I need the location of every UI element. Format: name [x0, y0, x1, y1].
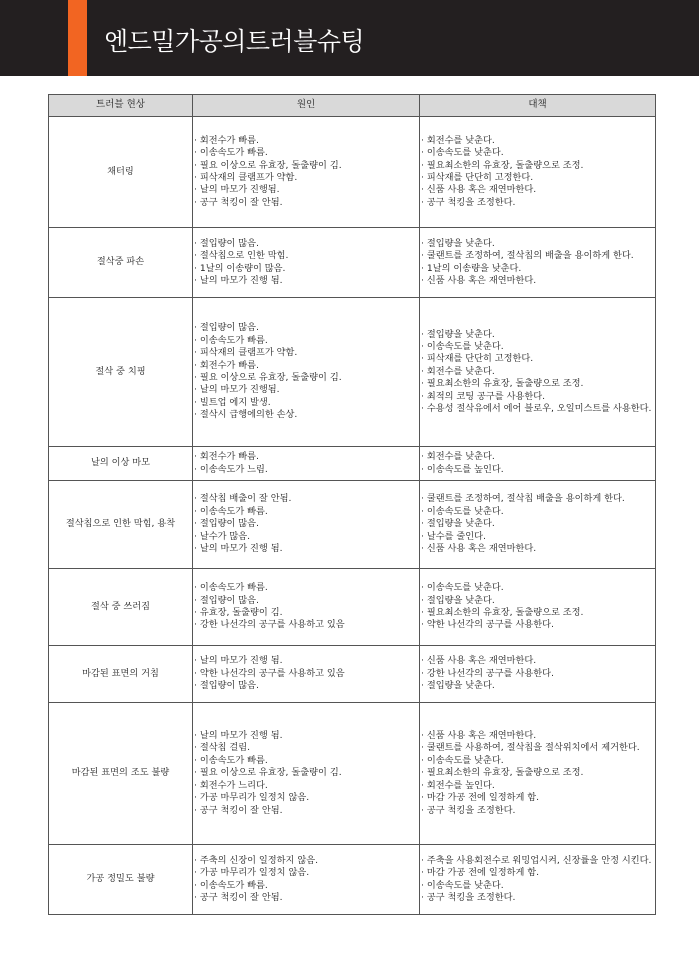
remedy-item: · 이송속도를 높인다. — [421, 464, 654, 476]
cause-item: · 이송속도가 빠름. — [194, 755, 418, 767]
remedy-cell — [420, 569, 656, 646]
cause-item: · 회전수가 빠름. — [194, 360, 418, 372]
cause-item: · 절입량이 많음. — [194, 680, 418, 692]
cause-item: · 회전수가 빠름. — [194, 451, 418, 463]
remedy-item: · 신품 사용 혹은 재연마한다. — [421, 655, 654, 667]
remedy-item: · 회전수를 낮춘다. — [421, 451, 654, 463]
cause-list — [194, 655, 418, 692]
remedy-list — [421, 655, 654, 692]
cause-list — [194, 493, 418, 555]
table-row — [49, 569, 656, 646]
cause-item: · 날의 마모가 진행됨. — [194, 184, 418, 196]
cause-item: · 이송속도가 빠름. — [194, 506, 418, 518]
remedy-item: · 회전수를 낮춘다. — [421, 366, 654, 378]
page-title: 엔드밀가공의트러블슈팅 — [104, 27, 365, 56]
remedy-item: · 최적의 코팅 공구를 사용한다. — [421, 391, 654, 403]
cause-cell — [193, 646, 420, 703]
symptom-cell: 가공 정밀도 불량 — [49, 845, 193, 915]
remedy-item: · 공구 척킹을 조정한다. — [421, 197, 654, 209]
remedy-item: · 필요최소한의 유효장, 돌출량으로 조정. — [421, 767, 654, 779]
table-row — [49, 481, 656, 569]
cause-item: · 필요 이상으로 유효장, 돌출량이 김. — [194, 160, 418, 172]
remedy-item: · 절입량을 낮춘다. — [421, 518, 654, 530]
cause-item: · 날의 마모가 진행 됨. — [194, 275, 418, 287]
cause-item: · 날의 마모가 진행 됨. — [194, 543, 418, 555]
cause-item: · 절입량이 많음. — [194, 238, 418, 250]
table-row — [49, 298, 656, 447]
table-header-row — [49, 95, 656, 117]
cause-list — [194, 730, 418, 817]
cause-list — [194, 855, 418, 905]
cause-item: · 공구 척킹이 잘 안됨. — [194, 892, 418, 904]
remedy-cell — [420, 228, 656, 298]
cause-list — [194, 135, 418, 209]
cause-item: · 약한 나선각의 공구를 사용하고 있음 — [194, 668, 418, 680]
symptom-cell: 날의 이상 마모 — [49, 447, 193, 481]
remedy-item: · 절입량을 낮춘다. — [421, 238, 654, 250]
remedy-item: · 절입량을 낮춘다. — [421, 329, 654, 341]
table-row — [49, 703, 656, 845]
table-row — [49, 447, 656, 481]
cause-item: · 절삭칩으로 인한 막힘. — [194, 250, 418, 262]
header-cause: 원인 — [193, 95, 420, 117]
symptom-cell: 절삭칩으로 인한 막힘, 용착 — [49, 481, 193, 569]
cause-item: · 1날의 이송량이 많음. — [194, 263, 418, 275]
remedy-item: · 회전수를 낮춘다. — [421, 135, 654, 147]
table-row — [49, 228, 656, 298]
remedy-item: · 이송속도를 낮춘다. — [421, 147, 654, 159]
remedy-item: · 필요최소한의 유효장, 돌출량으로 조정. — [421, 378, 654, 390]
cause-list — [194, 238, 418, 288]
remedy-item: · 이송속도를 낮춘다. — [421, 341, 654, 353]
cause-item: · 유효장, 돌출량이 김. — [194, 607, 418, 619]
remedy-cell — [420, 298, 656, 447]
symptom-cell: 절삭중 파손 — [49, 228, 193, 298]
cause-item: · 필요 이상으로 유효장, 돌출량이 김. — [194, 767, 418, 779]
remedy-item: · 신품 사용 혹은 재연마한다. — [421, 275, 654, 287]
remedy-cell — [420, 646, 656, 703]
remedy-item: · 회전수를 높인다. — [421, 780, 654, 792]
troubleshooting-table — [48, 94, 656, 915]
remedy-list — [421, 855, 654, 905]
remedy-cell — [420, 481, 656, 569]
symptom-cell: 절삭 중 쓰러짐 — [49, 569, 193, 646]
remedy-item: · 약한 나선각의 공구를 사용한다. — [421, 619, 654, 631]
cause-item: · 날의 마모가 진행됨. — [194, 384, 418, 396]
symptom-cell: 마감된 표면의 조도 불량 — [49, 703, 193, 845]
remedy-item: · 수용성 절삭유에서 에어 블로우, 오일미스트를 사용한다. — [421, 403, 654, 415]
cause-cell — [193, 481, 420, 569]
cause-item: · 공구 척킹이 잘 안됨. — [194, 197, 418, 209]
remedy-item: · 공구 척킹을 조정한다. — [421, 805, 654, 817]
table-row — [49, 845, 656, 915]
remedy-item: · 필요최소한의 유효장, 돌출량으로 조정. — [421, 607, 654, 619]
remedy-list — [421, 730, 654, 817]
remedy-item: · 절입량을 낮춘다. — [421, 595, 654, 607]
cause-list — [194, 582, 418, 632]
cause-item: · 강한 나선각의 공구를 사용하고 있음 — [194, 619, 418, 631]
cause-list — [194, 322, 418, 421]
page-header — [0, 0, 699, 76]
cause-item: · 이송속도가 빠름. — [194, 582, 418, 594]
remedy-item: · 이송속도를 낮춘다. — [421, 755, 654, 767]
cause-item: · 가공 마무리가 일정치 않음. — [194, 792, 418, 804]
remedy-item: · 주축을 사용회전수로 워밍업시켜, 신장률을 안정 시킨다. — [421, 855, 654, 867]
cause-item: · 가공 마무리가 일정치 않음. — [194, 867, 418, 879]
remedy-item: · 이송속도를 낮춘다. — [421, 506, 654, 518]
cause-item: · 이송속도가 빠름. — [194, 335, 418, 347]
cause-cell — [193, 298, 420, 447]
cause-cell — [193, 703, 420, 845]
symptom-cell: 마감된 표면의 거침 — [49, 646, 193, 703]
remedy-item: · 날수를 줄인다. — [421, 531, 654, 543]
remedy-item: · 공구 척킹을 조정한다. — [421, 892, 654, 904]
cause-cell — [193, 569, 420, 646]
remedy-cell — [420, 117, 656, 228]
remedy-list — [421, 135, 654, 209]
cause-cell — [193, 845, 420, 915]
cause-item: · 회전수가 느리다. — [194, 780, 418, 792]
cause-item: · 회전수가 빠름. — [194, 135, 418, 147]
cause-item: · 절삭칩 걸림. — [194, 742, 418, 754]
remedy-item: · 피삭재를 단단히 고정한다. — [421, 353, 654, 365]
symptom-cell: 채터링 — [49, 117, 193, 228]
cause-item: · 주축의 신장이 일정하지 않음. — [194, 855, 418, 867]
cause-cell — [193, 117, 420, 228]
symptom-cell: 절삭 중 치핑 — [49, 298, 193, 447]
cause-item: · 피삭재의 클램프가 약함. — [194, 347, 418, 359]
cause-item: · 절입량이 많음. — [194, 322, 418, 334]
cause-cell — [193, 228, 420, 298]
remedy-item: · 피삭재를 단단히 고정한다. — [421, 172, 654, 184]
cause-item: · 절입량이 많음. — [194, 595, 418, 607]
cause-item: · 날의 마모가 진행 됨. — [194, 655, 418, 667]
remedy-cell — [420, 845, 656, 915]
header-symptom: 트러블 현상 — [49, 95, 193, 117]
remedy-list — [421, 582, 654, 632]
remedy-item: · 신품 사용 혹은 재연마한다. — [421, 184, 654, 196]
remedy-item: · 강한 나선각의 공구를 사용한다. — [421, 668, 654, 680]
cause-item: · 피삭재의 클램프가 약함. — [194, 172, 418, 184]
cause-list — [194, 451, 418, 476]
remedy-item: · 필요최소한의 유효장, 돌출량으로 조정. — [421, 160, 654, 172]
remedy-item: · 이송속도를 낮춘다. — [421, 582, 654, 594]
remedy-item: · 쿨랜트를 조정하여, 절삭칩 배출을 용이하게 한다. — [421, 493, 654, 505]
remedy-item: · 쿨랜트를 조정하여, 절삭칩의 배출을 용이하게 한다. — [421, 250, 654, 262]
cause-item: · 날의 마모가 진행 됨. — [194, 730, 418, 742]
remedy-item: · 마감 가공 전에 일정하게 함. — [421, 867, 654, 879]
header-remedy: 대책 — [420, 95, 656, 117]
remedy-item: · 마감 가공 전에 일정하게 함. — [421, 792, 654, 804]
remedy-item: · 신품 사용 혹은 재연마한다. — [421, 730, 654, 742]
cause-item: · 필요 이상으로 유효장, 돌출량이 김. — [194, 372, 418, 384]
remedy-item: · 신품 사용 혹은 재연마한다. — [421, 543, 654, 555]
cause-item: · 이송속도가 빠름. — [194, 147, 418, 159]
cause-item: · 절삭칩 배출이 잘 안됨. — [194, 493, 418, 505]
cause-item: · 이송속도가 느림. — [194, 464, 418, 476]
remedy-list — [421, 329, 654, 416]
remedy-item: · 이송속도를 낮춘다. — [421, 880, 654, 892]
remedy-list — [421, 451, 654, 476]
table-row — [49, 117, 656, 228]
cause-cell — [193, 447, 420, 481]
remedy-list — [421, 493, 654, 555]
cause-item: · 빌트업 에지 발생. — [194, 397, 418, 409]
remedy-cell — [420, 703, 656, 845]
remedy-cell — [420, 447, 656, 481]
cause-item: · 날수가 많음. — [194, 531, 418, 543]
remedy-item: · 1날의 이송량을 낮춘다. — [421, 263, 654, 275]
remedy-item: · 쿨랜트를 사용하여, 절삭칩을 절삭위치에서 제거한다. — [421, 742, 654, 754]
cause-item: · 절입량이 많음. — [194, 518, 418, 530]
cause-item: · 공구 척킹이 잘 안됨. — [194, 805, 418, 817]
cause-item: · 이송속도가 빠름. — [194, 880, 418, 892]
cause-item: · 절삭시 급행에의한 손상. — [194, 409, 418, 421]
remedy-item: · 절입량을 낮춘다. — [421, 680, 654, 692]
remedy-list — [421, 238, 654, 288]
accent-bar — [68, 0, 87, 76]
table-row — [49, 646, 656, 703]
